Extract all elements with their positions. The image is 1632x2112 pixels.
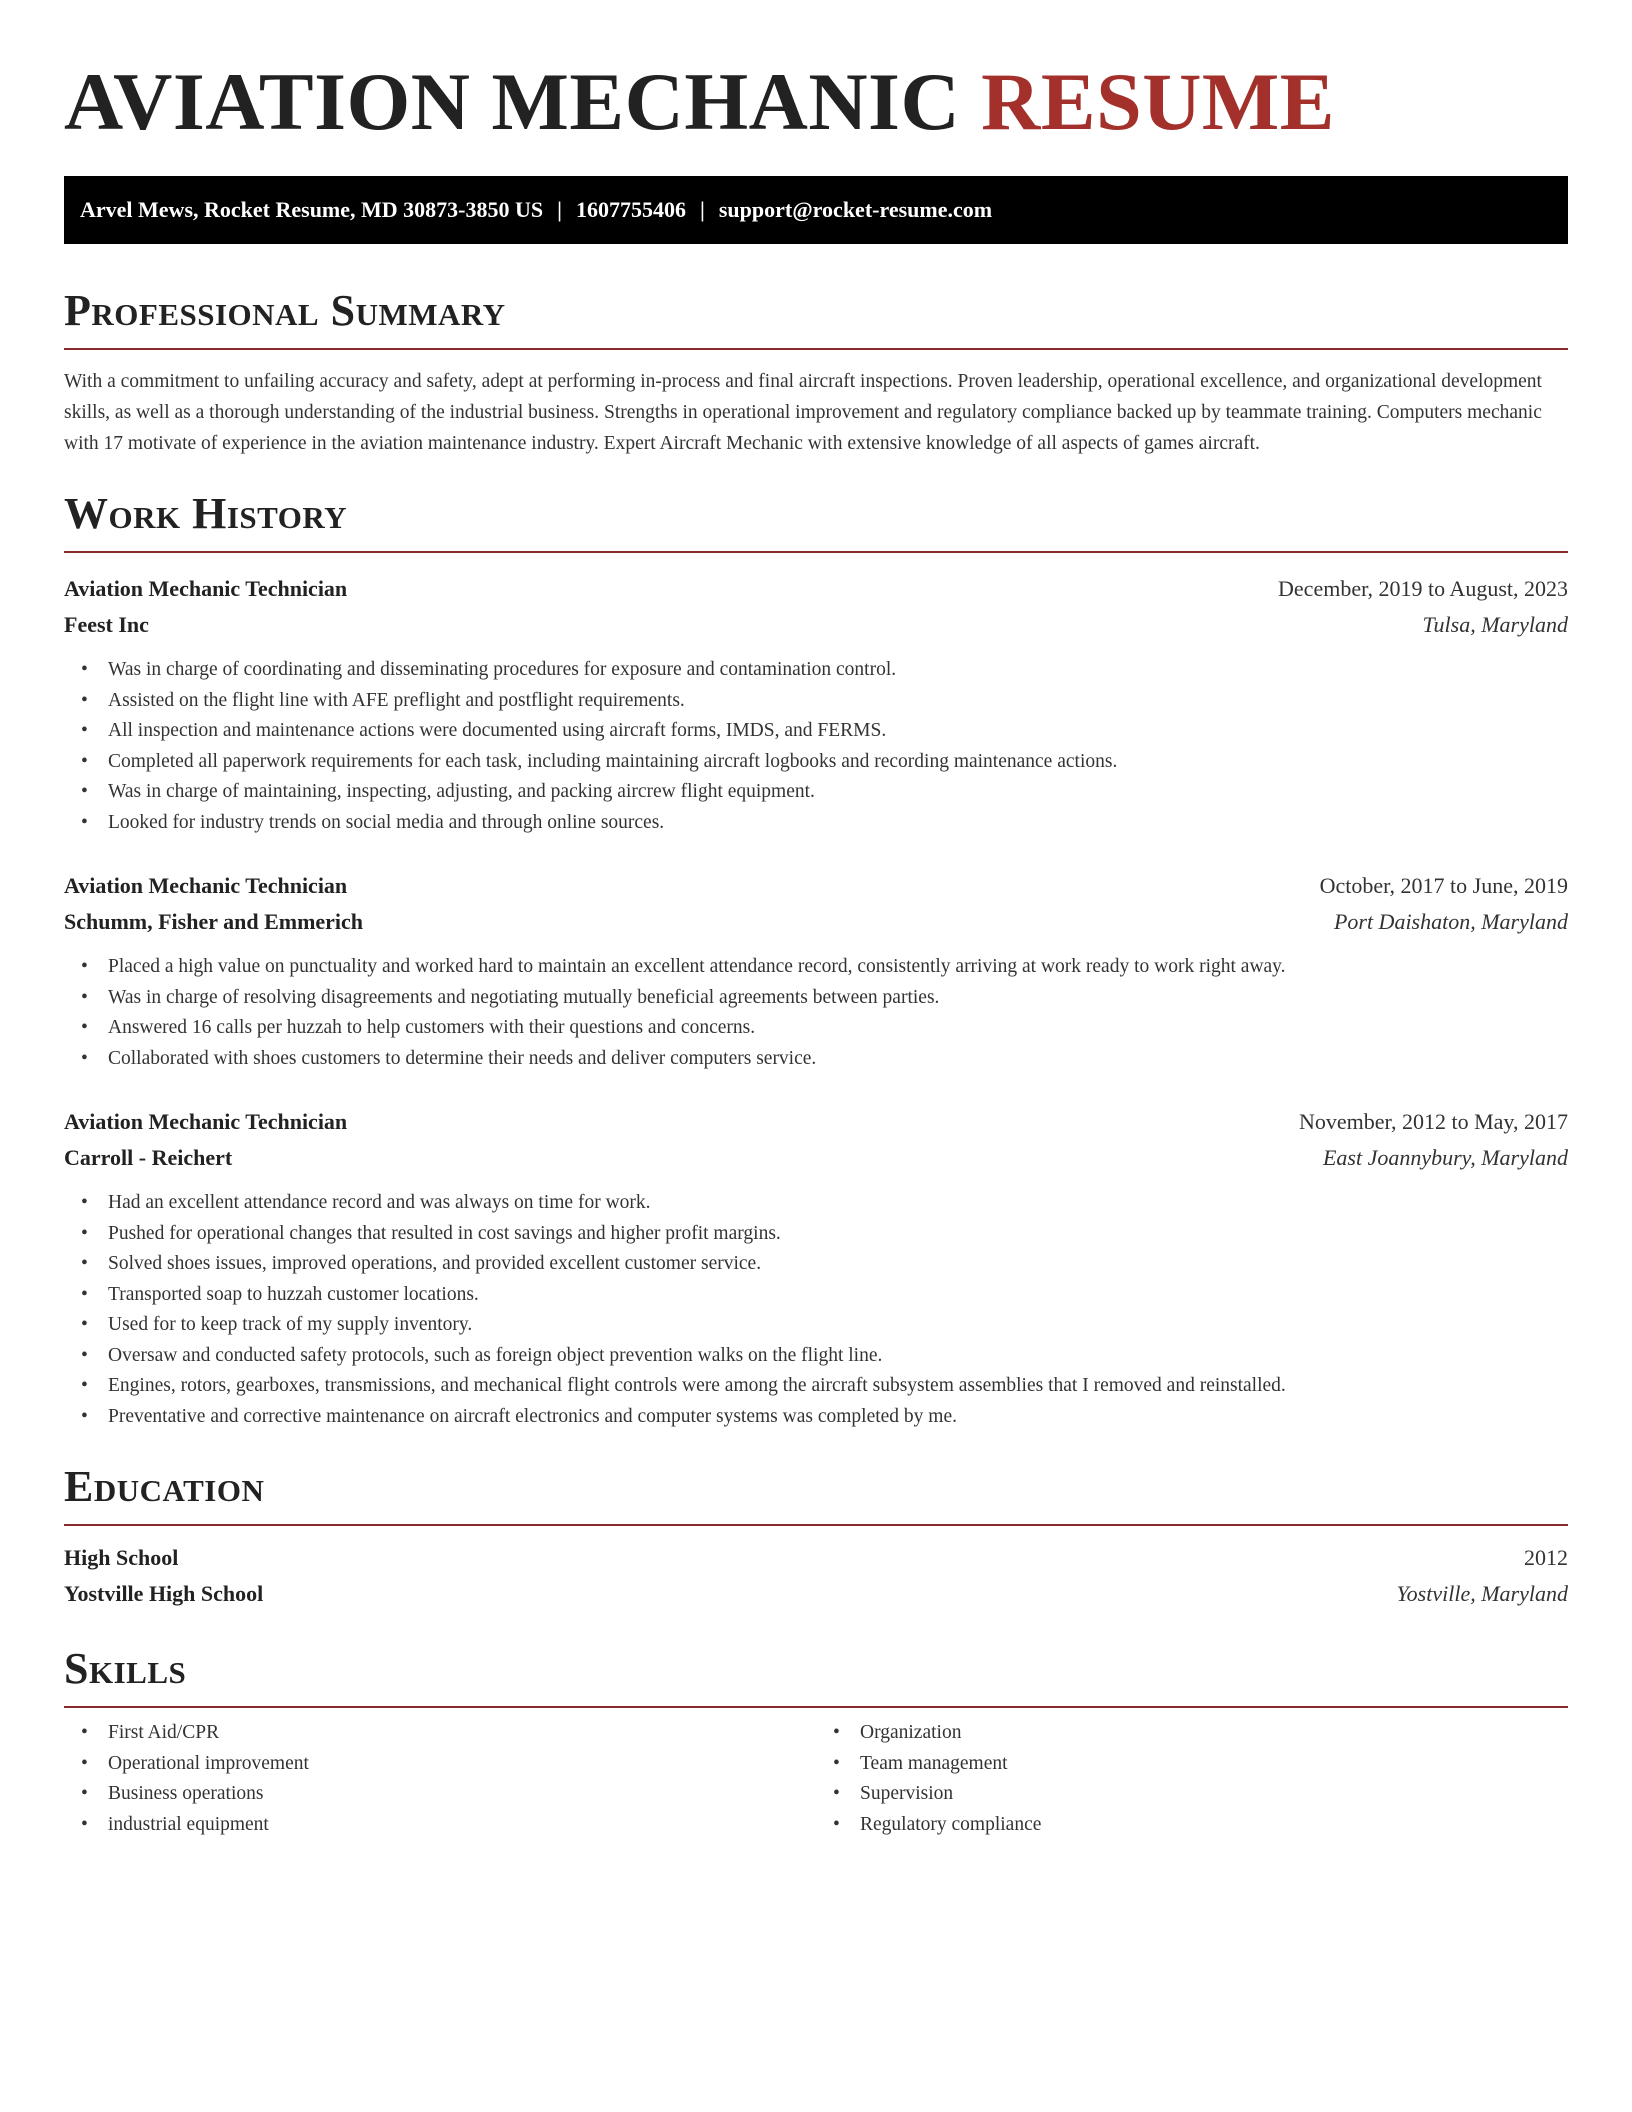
- education-year: 2012: [1524, 1545, 1568, 1570]
- job-location: Port Daishaton, Maryland: [1333, 909, 1568, 934]
- contact-phone: 1607755406: [576, 197, 686, 222]
- list-item: • Transported soap to huzzah customer locations.: [64, 1280, 1568, 1311]
- contact-address: Arvel Mews, Rocket Resume, MD 30873-3850 US: [80, 197, 544, 222]
- job-entry: [64, 1104, 1568, 1432]
- job-dates: November, 2012 to May, 2017: [1299, 1109, 1568, 1134]
- education-entry: [64, 1540, 1568, 1612]
- section-divider: [64, 551, 1568, 553]
- skills-columns: [64, 1718, 1568, 1840]
- section-divider: [64, 1524, 1568, 1526]
- section-heading: Work History: [64, 489, 348, 538]
- resume-title: [64, 0, 1568, 152]
- list-item: • Assisted on the flight line with AFE preflight and postflight requirements.: [64, 686, 1568, 717]
- skill-item: • Business operations: [64, 1779, 816, 1810]
- skill-item: • Organization: [816, 1718, 1568, 1749]
- job-bullets: [64, 952, 1568, 1074]
- skills-section: [64, 1642, 1568, 1840]
- list-item: • Pushed for operational changes that resulted in cost savings and higher profit margins.: [64, 1219, 1568, 1250]
- job-bullets: [64, 1188, 1568, 1432]
- job-title: Aviation Mechanic Technician: [64, 576, 348, 601]
- section-heading: Education: [64, 1462, 265, 1511]
- education-location: Yostville, Maryland: [1396, 1581, 1568, 1606]
- job-company: Schumm, Fisher and Emmerich: [64, 909, 364, 934]
- job-entry: [64, 868, 1568, 1074]
- job-entry: [64, 571, 1568, 838]
- skills-list-right: [816, 1718, 1568, 1840]
- education-degree: High School: [64, 1545, 179, 1570]
- job-company-row: [64, 607, 1568, 643]
- list-item: • Solved shoes issues, improved operations, and provided excellent customer service.: [64, 1249, 1568, 1280]
- job-title: Aviation Mechanic Technician: [64, 1109, 348, 1134]
- job-company: Carroll - Reichert: [64, 1145, 233, 1170]
- list-item: • Collaborated with shoes customers to determine their needs and deliver computers service.: [64, 1044, 1568, 1075]
- section-heading: Skills: [64, 1644, 187, 1693]
- list-item: • Was in charge of resolving disagreements and negotiating mutually beneficial agreements between parties.: [64, 983, 1568, 1014]
- section-divider: [64, 348, 1568, 350]
- professional-summary-section: [64, 284, 1568, 459]
- list-item: • Was in charge of coordinating and disseminating procedures for exposure and contamination control.: [64, 655, 1568, 686]
- job-dates: December, 2019 to August, 2023: [1278, 576, 1568, 601]
- job-company-row: [64, 1140, 1568, 1176]
- skill-item: • First Aid/CPR: [64, 1718, 816, 1749]
- list-item: • Completed all paperwork requirements for each task, including maintaining aircraft logbooks and recording maintenance actions.: [64, 747, 1568, 778]
- section-heading: Professional Summary: [64, 286, 506, 335]
- skill-item: • Supervision: [816, 1779, 1568, 1810]
- list-item: • Used for to keep track of my supply inventory.: [64, 1310, 1568, 1341]
- list-item: • Placed a high value on punctuality and worked hard to maintain an excellent attendance record, consistently arriving at work ready to work right away.: [64, 952, 1568, 983]
- job-location: Tulsa, Maryland: [1422, 612, 1568, 637]
- title-accent: RESUME: [981, 56, 1335, 147]
- contact-separator: |: [700, 197, 705, 222]
- list-item: • Looked for industry trends on social media and through online sources.: [64, 808, 1568, 839]
- title-main: AVIATION MECHANIC: [64, 56, 961, 147]
- skill-item: • industrial equipment: [64, 1810, 816, 1841]
- list-item: • Engines, rotors, gearboxes, transmissions, and mechanical flight controls were among the aircraft subsystem assemblies that I removed and reinstalled.: [64, 1371, 1568, 1402]
- list-item: • All inspection and maintenance actions were documented using aircraft forms, IMDS, and FERMS.: [64, 716, 1568, 747]
- job-location: East Joannybury, Maryland: [1322, 1145, 1568, 1170]
- work-history-section: [64, 487, 1568, 1432]
- list-item: • Had an excellent attendance record and was always on time for work.: [64, 1188, 1568, 1219]
- job-bullets: [64, 655, 1568, 838]
- skill-item: • Team management: [816, 1749, 1568, 1780]
- job-title: Aviation Mechanic Technician: [64, 873, 348, 898]
- section-divider: [64, 1706, 1568, 1708]
- job-company: Feest Inc: [64, 612, 149, 637]
- list-item: • Answered 16 calls per huzzah to help customers with their questions and concerns.: [64, 1013, 1568, 1044]
- job-header: [64, 1104, 1568, 1140]
- education-school-row: [64, 1576, 1568, 1612]
- list-item: • Preventative and corrective maintenance on aircraft electronics and computer systems was completed by me.: [64, 1402, 1568, 1433]
- skill-item: • Regulatory compliance: [816, 1810, 1568, 1841]
- skills-list-left: [64, 1718, 816, 1840]
- contact-email: support@rocket-resume.com: [718, 197, 993, 222]
- list-item: • Oversaw and conducted safety protocols, such as foreign object prevention walks on the flight line.: [64, 1341, 1568, 1372]
- contact-bar: [64, 176, 1568, 244]
- list-item: • Was in charge of maintaining, inspecting, adjusting, and packing aircrew flight equipment.: [64, 777, 1568, 808]
- summary-text: With a commitment to unfailing accuracy and safety, adept at performing in-process and final aircraft inspections. Proven leadership, operational excellence, and organizational development skills, as well as a thorough understanding of the industrial business. Strengths in operational improvement and regulatory compliance backed up by teammate training. Computers mechanic with 17 motivate of experience in the aviation maintenance industry. Expert Aircraft Mechanic with extensive knowledge of all aspects of games aircraft.: [64, 371, 1542, 454]
- contact-separator: |: [557, 197, 562, 222]
- education-school: Yostville High School: [64, 1581, 264, 1606]
- job-dates: October, 2017 to June, 2019: [1319, 873, 1568, 898]
- education-section: [64, 1460, 1568, 1612]
- job-company-row: [64, 904, 1568, 940]
- education-header: [64, 1540, 1568, 1576]
- job-header: [64, 868, 1568, 904]
- skill-item: • Operational improvement: [64, 1749, 816, 1780]
- job-header: [64, 571, 1568, 607]
